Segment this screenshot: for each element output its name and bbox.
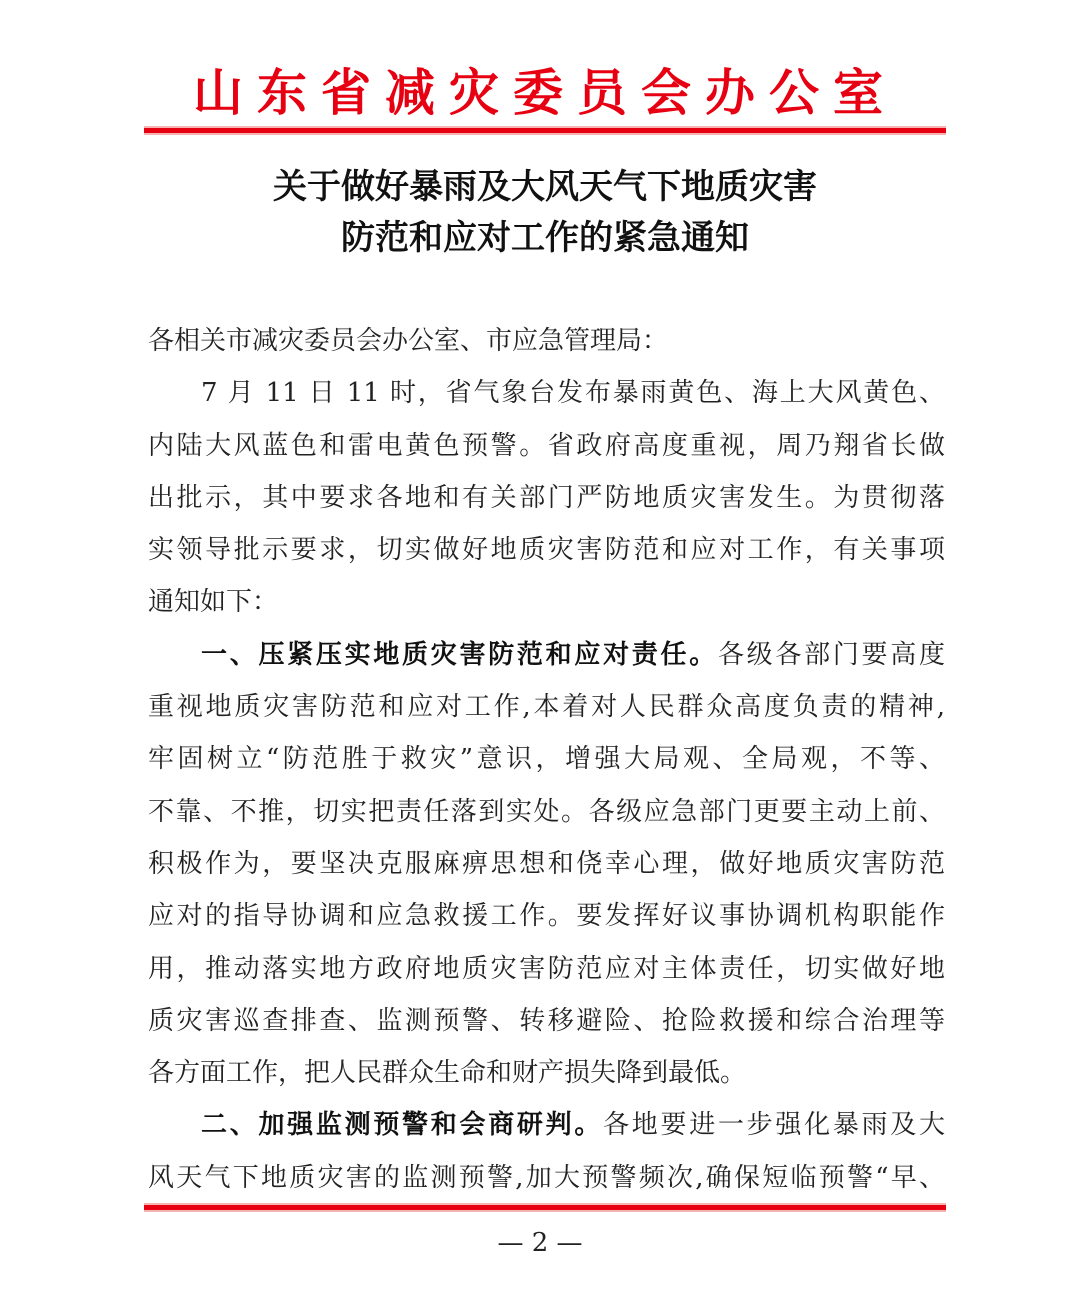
document-title — [140, 162, 950, 264]
paragraph-line: 积极作为，要坚决克服麻痹思想和侥幸心理，做好地质灾害防范 — [148, 848, 945, 879]
section-2-first-line — [148, 1102, 945, 1154]
paragraph-line: 重视地质灾害防范和应对工作,本着对人民群众高度负责的精神, — [148, 692, 945, 723]
section-1-text: 各级各部门要高度 — [717, 639, 945, 670]
paragraph-line: 实领导批示要求，切实做好地质灾害防范和应对工作，有关事项 — [148, 535, 945, 566]
section-1-heading: 一、压紧压实地质灾害防范和应对责任。 — [201, 639, 718, 670]
paragraph-line: 用，推动落实地方政府地质灾害防范应对主体责任，切实做好地 — [148, 953, 945, 984]
red-footer-rule — [144, 1205, 946, 1210]
title-line-2: 防范和应对工作的紧急通知 — [341, 218, 749, 258]
title-line-1: 关于做好暴雨及大风天气下地质灾害 — [273, 167, 817, 207]
paragraph-line: 出批示，其中要求各地和有关部门严防地质灾害发生。为贯彻落 — [148, 482, 945, 513]
issuing-organization-header: 山东省减灾委员会办公室 — [193, 63, 897, 122]
section-2-heading: 二、加强监测预警和会商研判。 — [201, 1110, 604, 1141]
red-header-rule — [144, 128, 946, 133]
paragraph-line: 应对的指导协调和应急救援工作。要发挥好议事协调机构职能作 — [148, 901, 945, 932]
paragraph-line: 牢固树立“防范胜于救灾”意识，增强大局观、全局观，不等、 — [148, 744, 945, 775]
paragraph-line: 质灾害巡查排查、监测预警、转移避险、抢险救援和综合治理等 — [148, 1005, 945, 1036]
paragraph-line: 7 月 11 日 11 时，省气象台发布暴雨黄色、海上大风黄色、 — [201, 378, 945, 409]
salutation: 各相关市减灾委员会办公室、市应急管理局： — [148, 326, 669, 356]
document-body — [148, 318, 945, 1207]
paragraph-line: 不靠、不推，切实把责任落到实处。各级应急部门更要主动上前、 — [148, 796, 945, 827]
paragraph-line: 风天气下地质灾害的监测预警,加大预警频次,确保短临预警“早、 — [148, 1162, 945, 1193]
paragraph-line: 通知如下： — [148, 587, 279, 618]
paragraph-line: 内陆大风蓝色和雷电黄色预警。省政府高度重视，周乃翔省长做 — [148, 430, 945, 461]
page-number: — 2 — — [497, 1228, 583, 1258]
paragraph-line: 各方面工作，把人民群众生命和财产损失降到最低。 — [148, 1058, 747, 1089]
section-1-first-line — [148, 632, 945, 684]
section-2-text: 各地要进一步强化暴雨及大 — [603, 1110, 945, 1141]
